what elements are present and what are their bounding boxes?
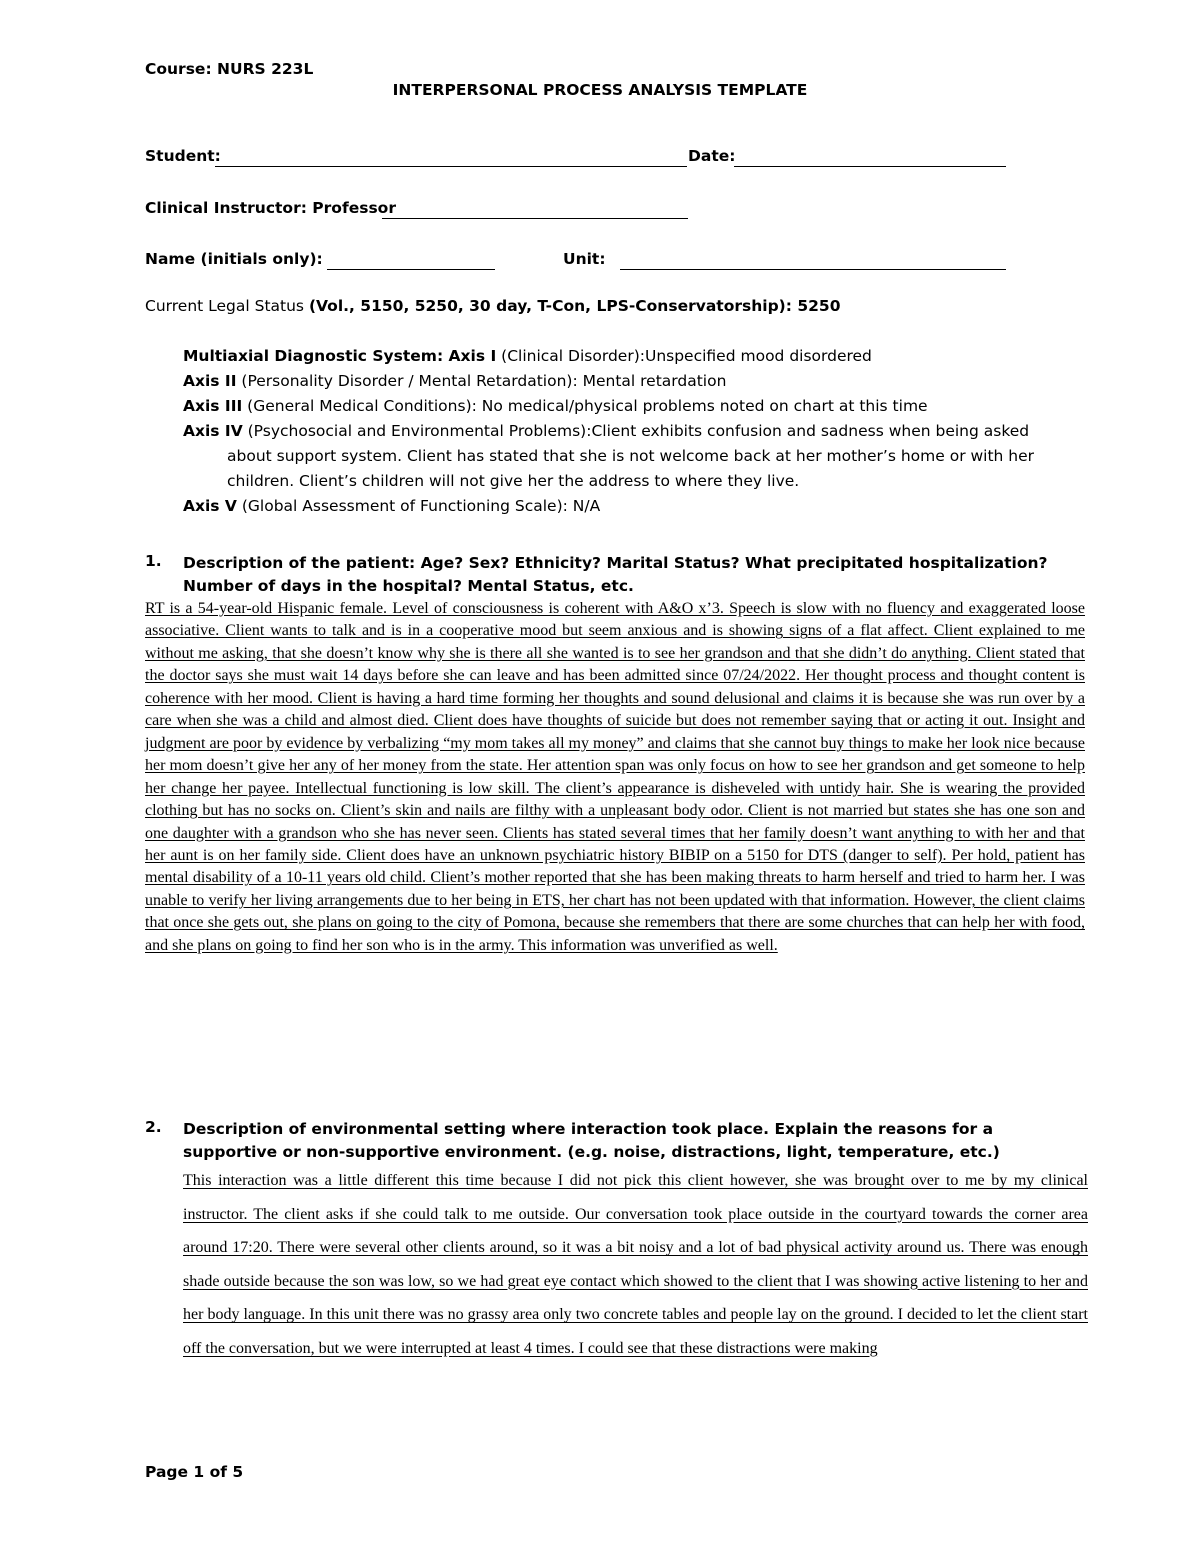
axis-1-value: Unspecified mood disordered <box>644 347 872 365</box>
page-number: Page 1 of 5 <box>145 1463 244 1481</box>
axis-4-desc: (Psychosocial and Environmental Problems): <box>242 422 592 440</box>
legal-status <box>145 297 840 315</box>
axis-2-row <box>183 369 1093 394</box>
axis-4-row <box>183 419 1093 444</box>
axis-3-label: Axis III <box>183 397 243 415</box>
document-title: INTERPERSONAL PROCESS ANALYSIS TEMPLATE <box>392 81 808 99</box>
multiaxial-diagnosis <box>183 344 1093 519</box>
question-2-number: 2. <box>145 1118 162 1136</box>
name-label: Name (initials only): <box>145 250 323 268</box>
unit-blank[interactable] <box>620 269 1006 270</box>
instructor-blank[interactable] <box>382 218 688 219</box>
unit-label: Unit: <box>563 250 606 268</box>
axis-5-label: Axis V <box>183 497 237 515</box>
question-2-text: Description of environmental setting where interaction took place. Explain the reasons for a supportive or non-supportive environment. (e.g. noise, distractions, light, temperature, etc.) <box>183 1120 1000 1161</box>
question-1-answer: RT is a 54-year-old Hispanic female. Level of consciousness is coherent with A&O x’3. Speech is slow with no fluency and exaggerated loose associative. Client wants to talk and is in a cooperative mood but seem anxious and is showing signs of a flat affect. Client explained to me without me asking, that she doesn’t know why she is there all she wanted is to see her grandson and that she didn’t do anything. Client stated that the doctor says she must wait 14 days before she can leave and has been admitted since 07/24/2022. Her thought process and thought content is coherence with her mood. Client is having a hard time forming her thoughts and sound delusional and claims it is because she was run over by a care when she was a child and almost died. Client does have thoughts of suicide but does not remember saying that or acting it out. Insight and judgment are poor by evidence by verbalizing “my mom takes all my money” and claims that she cannot buy things to make her look nice because her mom doesn’t give her any of her money from the state. Her attention span was only focus on how to see her grandson and get someone to help her change her payee. Intellectual functioning is low skill. The client’s appearance is disheveled with untidy hair. She is wearing the provided clothing but has no socks on. Client’s skin and nails are filthy with a unpleasant body odor. Client is not married but states she has one son and one daughter with a grandson who she has never seen. Clients has stated several times that her family doesn’t want anything to with her and that her aunt is on her family side. Client does have an unknown psychiatric history BIBIP on a 5150 for DTS (danger to self). Per hold, patient has mental disability of a 10-11 years old child. Client’s mother reported that she has been making threats to harm herself and tried to harm her. I was unable to verify her living arrangements due to her being in ETS, her chart has not been updated with that information. However, the client claims that once she gets out, she plans on going to the city of Pomona, because she remembers that there are some churches that can help her with food, and she plans on going to find her son who is in the army. This information was unverified as well. <box>145 600 1085 954</box>
axis-2-desc: (Personality Disorder / Mental Retardation): <box>236 372 583 390</box>
student-label: Student: <box>145 147 221 165</box>
axis-2-label: Axis II <box>183 372 237 390</box>
course-label: Course: NURS 223L <box>145 60 314 78</box>
axis-2-value: Mental retardation <box>582 372 727 390</box>
axis-1-label: Multiaxial Diagnostic System: Axis I <box>183 347 497 365</box>
date-blank[interactable] <box>734 166 1006 167</box>
legal-status-prefix: Current Legal Status <box>145 297 309 315</box>
axis-5-row <box>183 494 1093 519</box>
instructor-label: Clinical Instructor: Professor <box>145 199 396 217</box>
name-blank[interactable] <box>327 269 495 270</box>
axis-1-row <box>183 344 1093 369</box>
student-blank[interactable] <box>215 166 687 167</box>
axis-1-desc: (Clinical Disorder): <box>496 347 645 365</box>
question-1-text: Description of the patient: Age? Sex? Ethnicity? Marital Status? What precipitated hospitalization? Number of days in the hospital? Mental Status, etc. <box>183 554 1048 595</box>
axis-4-label: Axis IV <box>183 422 243 440</box>
axis-5-value: N/A <box>572 497 601 515</box>
axis-3-row <box>183 394 1093 419</box>
legal-status-options: (Vol., 5150, 5250, 30 day, T-Con, LPS-Conservatorship): 5250 <box>308 297 841 315</box>
axis-3-desc: (General Medical Conditions): <box>242 397 482 415</box>
axis-4-value: Client exhibits confusion and sadness when being asked <box>591 422 1030 440</box>
axis-5-desc: (Global Assessment of Functioning Scale): <box>236 497 573 515</box>
axis-4-value-continued: about support system. Client has stated that she is not welcome back at her mother’s home or with her children. Client’s children will not give her the address to where they live. <box>227 447 1035 490</box>
question-2-answer: This interaction was a little different this time because I did not pick this client however, she was brought over to me by my clinical instructor. The client asks if she could talk to me outside. Our conversation took place outside in the courtyard towards the corner area around 17:20. There were several other clients around, so it was a bit noisy and a lot of bad physical activity around us. There was enough shade outside because the son was low, so we had great eye contact which showed to the client that I was showing active listening to her and her body language. In this unit there was no grassy area only two concrete tables and people lay on the ground. I decided to let the client start off the conversation, but we were interrupted at least 4 times. I could see that these distractions were making <box>183 1172 1088 1357</box>
date-label: Date: <box>688 147 736 165</box>
axis-3-value: No medical/physical problems noted on chart at this time <box>481 397 928 415</box>
question-1-number: 1. <box>145 552 162 570</box>
